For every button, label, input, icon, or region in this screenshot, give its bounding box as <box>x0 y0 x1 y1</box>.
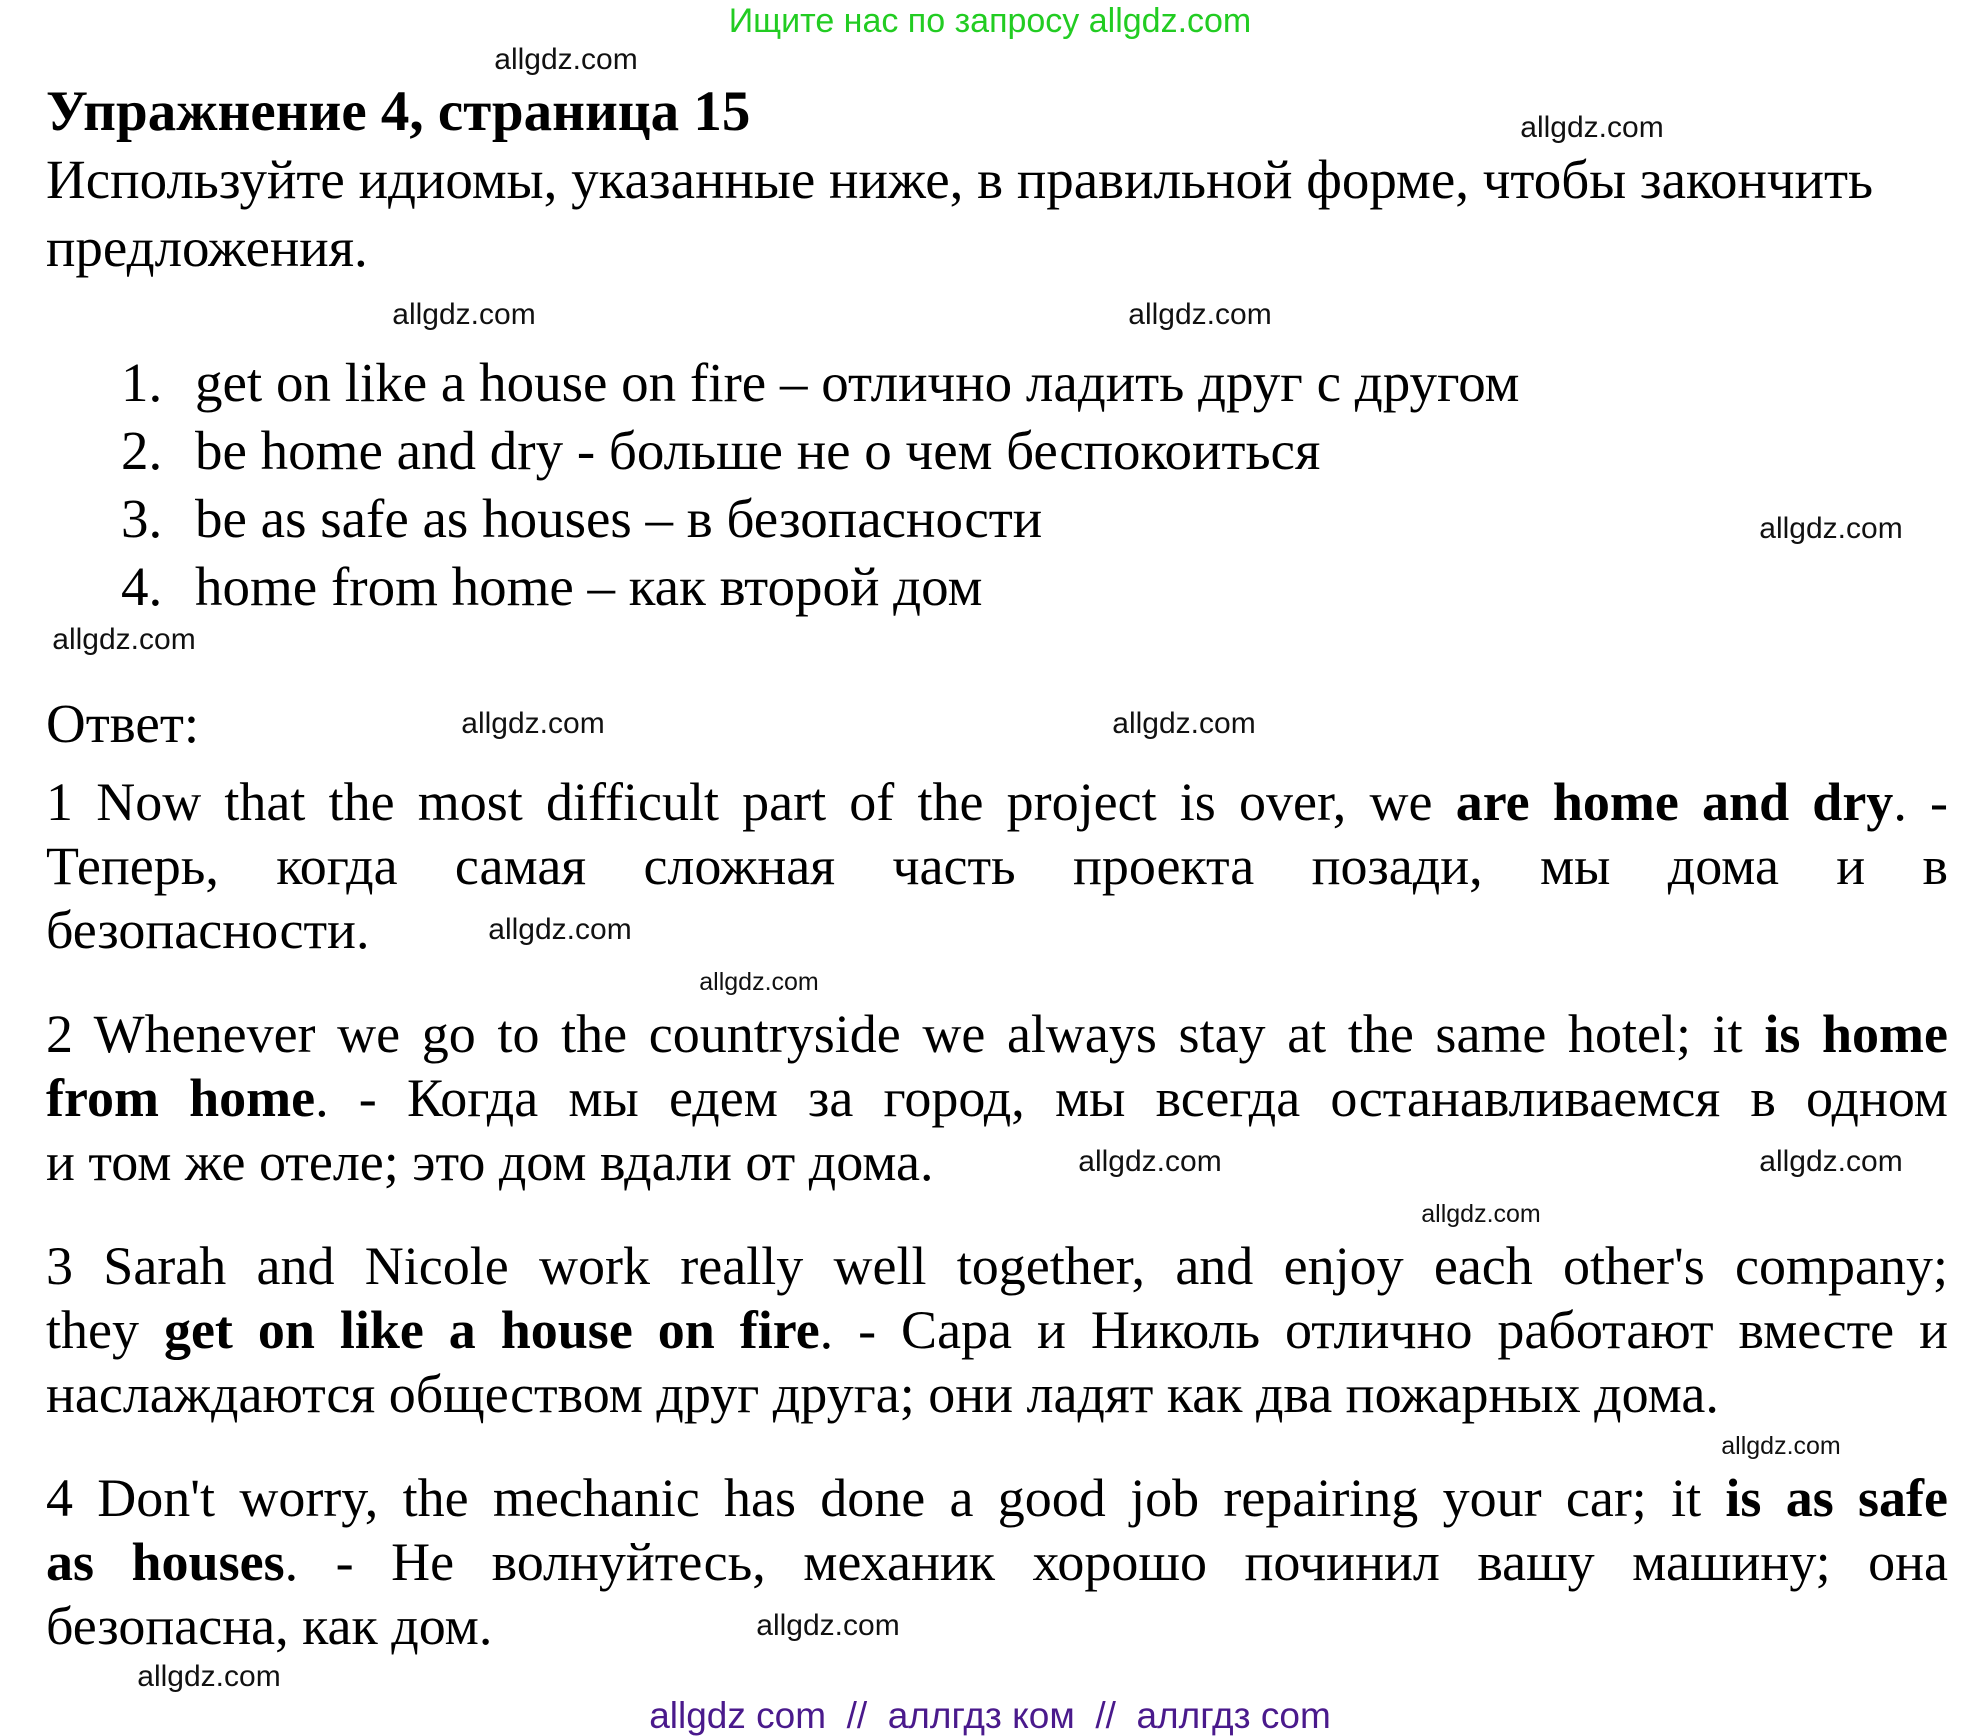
idiom-text: be as safe as houses – в безопасности <box>195 488 1043 549</box>
search-banner: Ищите нас по запросу allgdz.com <box>728 2 1252 40</box>
watermark: allgdz.com <box>1759 1145 1903 1178</box>
answer-text: . - <box>1893 772 1948 832</box>
idiom-highlight: is as safe <box>1725 1468 1948 1528</box>
watermark: allgdz.com <box>461 707 605 740</box>
watermark: allgdz.com <box>52 623 196 656</box>
idiom-number: 4. <box>121 556 163 617</box>
answer-text: they <box>46 1300 164 1360</box>
idiom-number: 2. <box>121 420 163 481</box>
answer-line <box>46 1234 1948 1298</box>
watermark: allgdz.com <box>494 43 638 76</box>
answer-text: наслаждаются обществом друг друга; они ладят как два пожарных дома. <box>46 1364 1719 1424</box>
answer-paragraph <box>46 1002 1948 1194</box>
answer-line <box>46 770 1948 834</box>
answer-line <box>46 1594 1948 1658</box>
answer-text: . - Сара и Николь отлично работают вместе и <box>819 1300 1948 1360</box>
answer-text: 1 Now that the most difficult part of the project is over, we <box>46 772 1456 832</box>
watermark: allgdz.com <box>1520 111 1664 144</box>
answer-text: 4 Don't worry, the mechanic has done a good job repairing your car; it <box>46 1468 1726 1528</box>
watermark: allgdz.com <box>1721 1432 1841 1460</box>
watermark: allgdz.com <box>1078 1145 1222 1178</box>
idiom-highlight: are home and dry <box>1455 772 1894 832</box>
watermark: allgdz.com <box>1112 707 1256 740</box>
watermark: allgdz.com <box>488 913 632 946</box>
footer-links: allgdz com // аллгдз ком // аллгдз com <box>649 1695 1331 1736</box>
idiom-highlight: from home <box>46 1068 316 1128</box>
answer-text: 3 Sarah and Nicole work really well together, and enjoy each other's company; <box>46 1236 1948 1296</box>
answer-line <box>46 1362 1948 1426</box>
answer-text: 2 Whenever we go to the countryside we always stay at the same hotel; it <box>46 1004 1765 1064</box>
watermark: allgdz.com <box>699 968 819 996</box>
idiom-number: 3. <box>121 488 163 549</box>
idiom-number: 1. <box>121 352 163 413</box>
answer-line <box>46 1130 1948 1194</box>
answer-text: и том же отеле; это дом вдали от дома. <box>46 1132 934 1192</box>
answer-line <box>46 1530 1948 1594</box>
answer-text: безопасна, как дом. <box>46 1596 493 1656</box>
answer-paragraph <box>46 770 1948 962</box>
idiom-highlight: is home <box>1764 1004 1948 1064</box>
answer-text: Теперь, когда самая сложная часть проекта позади, мы дома и в <box>46 836 1948 896</box>
answer-text: . - Не волнуйтесь, механик хорошо починил вашу машину; она <box>284 1532 1949 1592</box>
idiom-text: get on like a house on fire – отлично ладить друг с другом <box>195 352 1520 413</box>
answers <box>46 770 1948 1698</box>
watermark: allgdz.com <box>1421 1200 1541 1228</box>
answer-line <box>46 1298 1948 1362</box>
answer-text: . - Когда мы едем за город, мы всегда останавливаемся в одном <box>315 1068 1948 1128</box>
answer-line <box>46 834 1948 898</box>
idiom-highlight: get on like a house on fire <box>163 1300 820 1360</box>
idiom-text: home from home – как второй дом <box>195 556 983 617</box>
watermark: allgdz.com <box>756 1609 900 1642</box>
answer-line <box>46 1466 1948 1530</box>
exercise-instruction: Используйте идиомы, указанные ниже, в правильной форме, чтобы закончить предложения. <box>46 149 1874 278</box>
idiom-text: be home and dry - больше не о чем беспокоиться <box>195 420 1321 481</box>
exercise-title: Упражнение 4, страница 15 <box>46 80 751 143</box>
answer-line <box>46 1002 1948 1066</box>
watermark: allgdz.com <box>1759 512 1903 545</box>
watermark: allgdz.com <box>1128 298 1272 331</box>
idiom-highlight: as houses <box>46 1532 285 1592</box>
answer-label: Ответ: <box>46 693 200 754</box>
answer-line <box>46 898 1948 962</box>
watermark: allgdz.com <box>392 298 536 331</box>
answer-paragraph <box>46 1466 1948 1658</box>
answer-paragraph <box>46 1234 1948 1426</box>
watermark: allgdz.com <box>137 1660 281 1693</box>
answer-text: безопасности. <box>46 900 370 960</box>
answer-line <box>46 1066 1948 1130</box>
